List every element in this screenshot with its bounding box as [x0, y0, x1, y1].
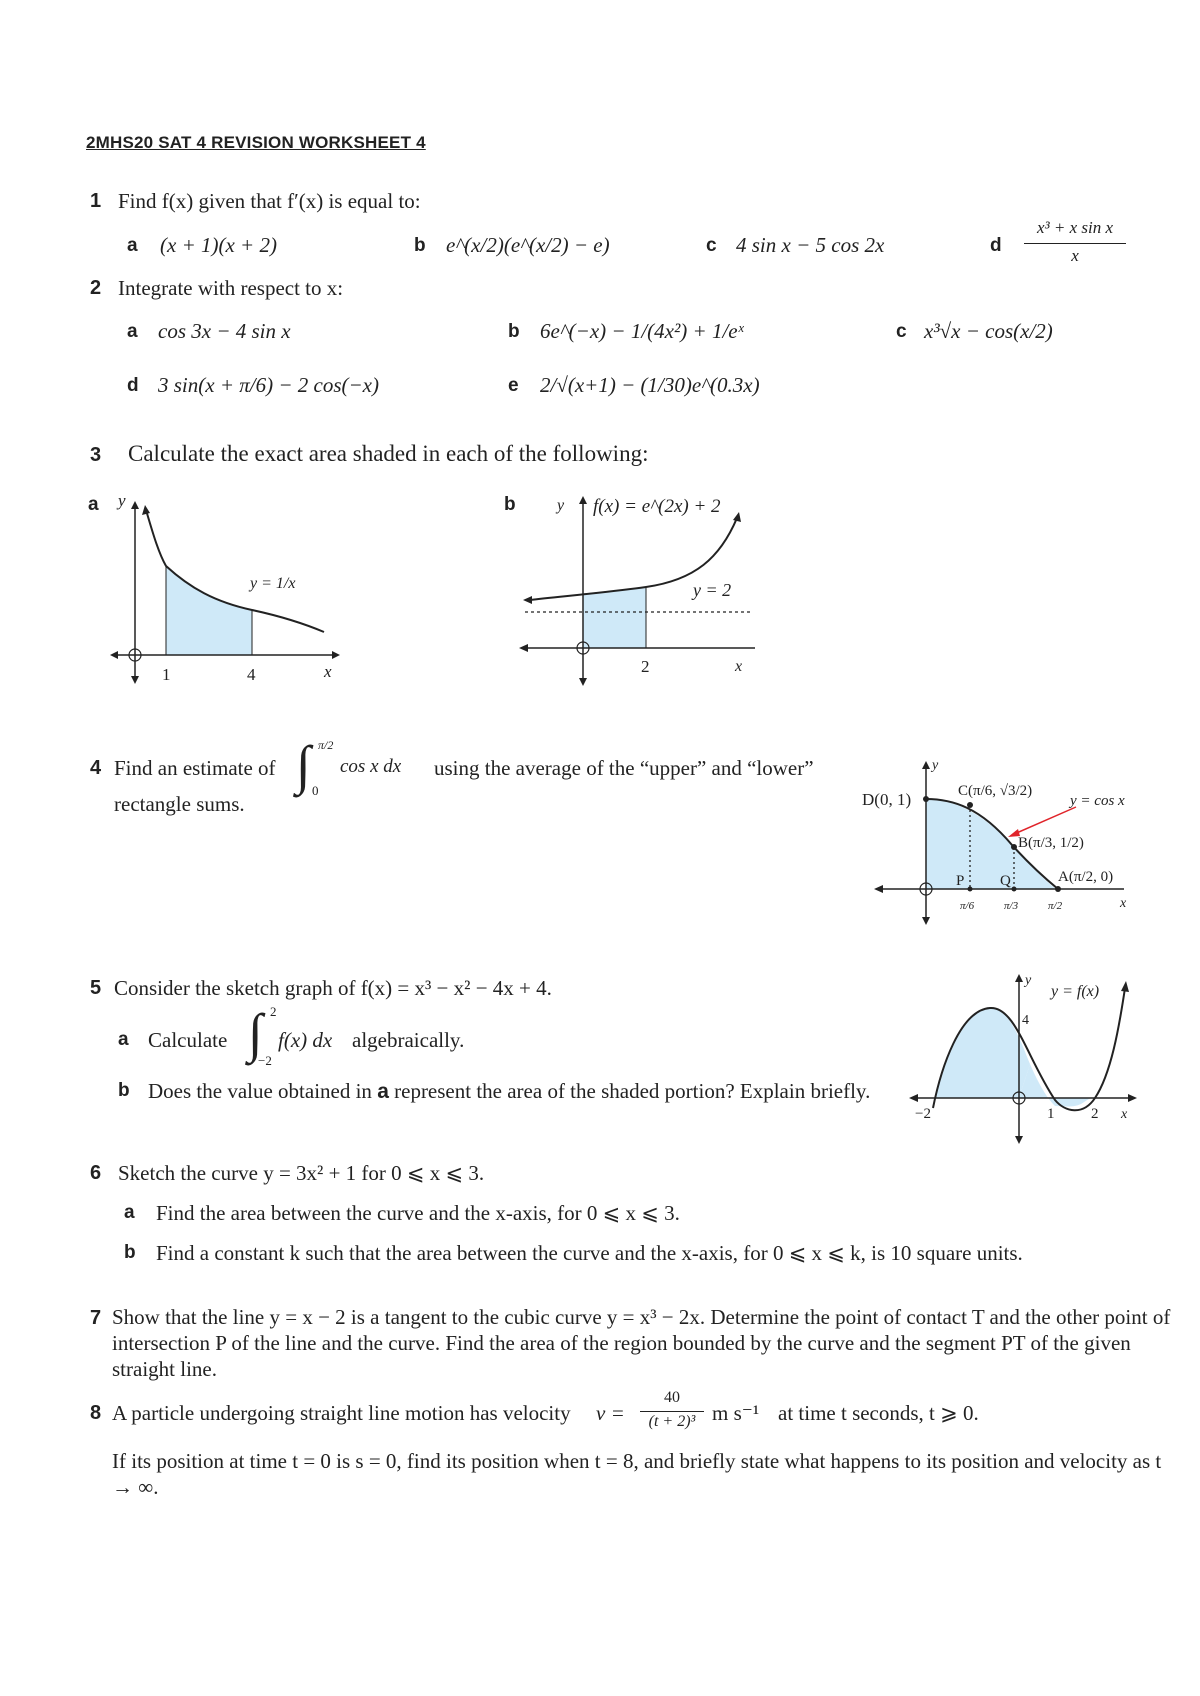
q1-part-b-expr: e^(x/2)(e^(x/2) − e) — [446, 233, 610, 257]
q2-part-d-label: d — [127, 375, 139, 396]
point-a-label: A(π/2, 0) — [1058, 869, 1114, 885]
question-7-number: 7 — [90, 1307, 102, 1329]
question-2-stem: Integrate with respect to x: — [118, 276, 344, 300]
graph-5 — [905, 968, 1145, 1148]
y-axis-label: y — [118, 491, 126, 510]
q2-part-b-expr: 6e^(−x) − 1/(4x²) + 1/eˣ — [540, 319, 744, 343]
x-axis-arrow — [1128, 1094, 1137, 1102]
q5-integral-lower: −2 — [258, 1053, 272, 1068]
shaded-region-mid — [1019, 1064, 1095, 1107]
curve-arrow-right — [1121, 981, 1129, 992]
q2-part-b-label: b — [508, 321, 520, 342]
q6-part-a-label: a — [124, 1202, 135, 1223]
q5-part-b-bold-ref: a — [377, 1080, 389, 1103]
graph-3b — [515, 488, 765, 693]
shaded-region — [166, 566, 252, 655]
q2-part-d-expr: 3 sin(x + π/6) − 2 cos(−x) — [158, 373, 379, 397]
question-6-number: 6 — [90, 1162, 102, 1184]
fraction-bar — [640, 1411, 704, 1412]
integral-sign: ∫ — [296, 735, 311, 795]
q4-integrand: cos x dx — [340, 756, 402, 777]
point-d-label: D(0, 1) — [862, 790, 912, 809]
q6-part-b-text: Find a constant k such that the area between the curve and the x-axis, for 0 ⩽ x ⩽ k, is 10 square units. — [156, 1241, 1023, 1265]
point-b-label: B(π/3, 1/2) — [1018, 835, 1084, 851]
integral-sign: ∫ — [248, 1003, 263, 1063]
q2-part-a-label: a — [127, 321, 138, 342]
q5-part-a-text-1: Calculate — [148, 1028, 228, 1052]
q6-part-b-label: b — [124, 1242, 136, 1263]
q8-text-2: at time t seconds, t ⩾ 0. — [778, 1401, 979, 1425]
shaded-region — [583, 587, 646, 648]
tick-label-pi-3: π/3 — [1004, 900, 1019, 912]
curve-label: y = cos x — [1070, 793, 1125, 809]
y-axis-arrow — [579, 496, 587, 504]
x-axis-label: x — [735, 658, 743, 675]
q5-integrand: f(x) dx — [278, 1028, 333, 1052]
point-a-dot — [1055, 886, 1061, 892]
q1-part-a-expr: (x + 1)(x + 2) — [160, 233, 277, 257]
curve-label: y = 1/x — [250, 575, 296, 592]
graph-3a — [100, 490, 350, 690]
curve-arrow-right — [733, 512, 741, 522]
question-1-number: 1 — [90, 190, 102, 212]
y-axis-arrow-down — [579, 678, 587, 686]
fraction-bar — [1024, 243, 1126, 244]
q4-integral-lower: 0 — [312, 783, 319, 798]
question-4-number: 4 — [90, 757, 102, 779]
y-axis-label: y — [1025, 973, 1032, 988]
point-p-label: P — [956, 873, 965, 889]
y-axis-arrow — [1015, 974, 1023, 982]
q5-part-a-text-2: algebraically. — [352, 1028, 465, 1052]
y-axis-label: y — [557, 497, 565, 514]
y-intercept-label: 4 — [1022, 1013, 1029, 1028]
y-axis-arrow-down — [131, 676, 139, 684]
y-axis-arrow — [922, 761, 930, 769]
q1-part-d-label: d — [990, 235, 1002, 256]
q4-text-2: using the average of the “upper” and “lower” — [434, 756, 814, 780]
worksheet-title: 2MHS20 SAT 4 REVISION WORKSHEET 4 — [86, 133, 426, 152]
tick-dot-2 — [1012, 887, 1017, 892]
q5-integral-upper: 2 — [270, 1004, 277, 1019]
q4-text-3: rectangle sums. — [114, 792, 245, 816]
x-axis-arrow-left — [110, 651, 118, 659]
tick-dot-1 — [968, 887, 973, 892]
tick-label-pi-2: π/2 — [1048, 900, 1063, 912]
tick-label-2: 2 — [641, 657, 650, 676]
x-axis-arrow — [332, 651, 340, 659]
question-2-number: 2 — [90, 277, 102, 299]
q2-part-c-label: c — [896, 321, 907, 342]
y-axis-arrow-down — [922, 917, 930, 925]
tick-label-4: 4 — [247, 665, 256, 684]
x-axis-label: x — [1121, 1107, 1128, 1122]
question-3-stem: Calculate the exact area shaded in each of the following: — [128, 441, 649, 466]
tick-label-pi-6: π/6 — [960, 900, 975, 912]
q8-text-3: If its position at time t = 0 is s = 0, find its position when t = 8, and briefly state what happens to its position and velocity as t → ∞. — [112, 1449, 1162, 1499]
y-axis-label: y — [932, 758, 939, 773]
point-b-dot — [1011, 844, 1017, 850]
q2-part-a-expr: cos 3x − 4 sin x — [158, 319, 291, 343]
q4-integral-upper: π/2 — [318, 738, 334, 752]
q1-part-d-numerator: x³ + x sin x — [1036, 218, 1114, 237]
x-axis-label: x — [324, 662, 332, 681]
question-8-number: 8 — [90, 1402, 102, 1424]
question-1-stem: Find f(x) given that f′(x) is equal to: — [118, 189, 421, 213]
question-7-text: Show that the line y = x − 2 is a tangent to the cubic curve y = x³ − 2x. Determine the point of contact T and the other point of intersection P of the line and the curve. Find the area of the region bounded by the curve and the segment PT of the given straight line. — [112, 1305, 1171, 1381]
point-c-dot — [967, 802, 973, 808]
q5-part-b-text: Does the value obtained in a represent the area of the shaded portion? Explain briefly. — [148, 1079, 871, 1103]
pointer-arrow — [1012, 807, 1076, 835]
q8-unit: m s⁻¹ — [712, 1401, 760, 1425]
point-d-dot — [923, 796, 929, 802]
tick-label-neg-2: −2 — [915, 1106, 931, 1122]
q4-text-1: Find an estimate of — [114, 756, 276, 780]
curve-arrow — [142, 505, 150, 515]
question-3-number: 3 — [90, 444, 102, 466]
q3-graph-a-label: a — [88, 494, 99, 515]
x-axis-label: x — [1120, 896, 1127, 911]
question-6-stem: Sketch the curve y = 3x² + 1 for 0 ⩽ x ⩽ 3. — [118, 1161, 485, 1185]
q1-part-b-label: b — [414, 235, 426, 256]
curve-label: f(x) = e^(2x) + 2 — [593, 496, 721, 517]
tick-label-1: 1 — [162, 665, 171, 684]
graph-4 — [862, 755, 1140, 935]
q2-part-c-expr: x³√x − cos(x/2) — [924, 319, 1053, 343]
tick-label-2: 2 — [1091, 1106, 1099, 1122]
y-axis-arrow — [131, 501, 139, 509]
x-axis-arrow-left — [874, 885, 883, 893]
point-q-label: Q — [1000, 873, 1011, 889]
q5-part-a-label: a — [118, 1029, 129, 1050]
q8-velocity-numerator: 40 — [664, 1389, 680, 1406]
q3-graph-b-label: b — [504, 494, 516, 515]
q8-text-1: A particle undergoing straight line motion has velocity — [112, 1401, 571, 1425]
x-axis-arrow-left — [519, 644, 528, 652]
point-c-label: C(π/6, √3/2) — [958, 783, 1033, 799]
q1-part-c-label: c — [706, 235, 717, 256]
tick-label-1: 1 — [1047, 1106, 1055, 1122]
asymptote-label: y = 2 — [693, 580, 732, 600]
q5-part-b-label: b — [118, 1080, 130, 1101]
question-5-stem: Consider the sketch graph of f(x) = x³ − x² − 4x + 4. — [114, 976, 552, 1000]
q6-part-a-text: Find the area between the curve and the x-axis, for 0 ⩽ x ⩽ 3. — [156, 1201, 680, 1225]
q8-velocity-lhs: v = — [596, 1401, 625, 1425]
curve-arrow-left — [523, 596, 532, 604]
curve-label: y = f(x) — [1051, 983, 1100, 1000]
q1-part-c-expr: 4 sin x − 5 cos 2x — [736, 233, 885, 257]
q2-part-e-expr: 2/√(x+1) − (1/30)e^(0.3x) — [540, 373, 760, 397]
question-5-number: 5 — [90, 977, 102, 999]
q1-part-d-denominator: x — [1071, 246, 1079, 265]
q1-part-a-label: a — [127, 235, 138, 256]
q8-velocity-denominator: (t + 2)³ — [648, 1413, 696, 1430]
q2-part-e-label: e — [508, 375, 519, 396]
x-axis-arrow-left — [909, 1094, 918, 1102]
y-axis-arrow-down — [1015, 1136, 1023, 1144]
